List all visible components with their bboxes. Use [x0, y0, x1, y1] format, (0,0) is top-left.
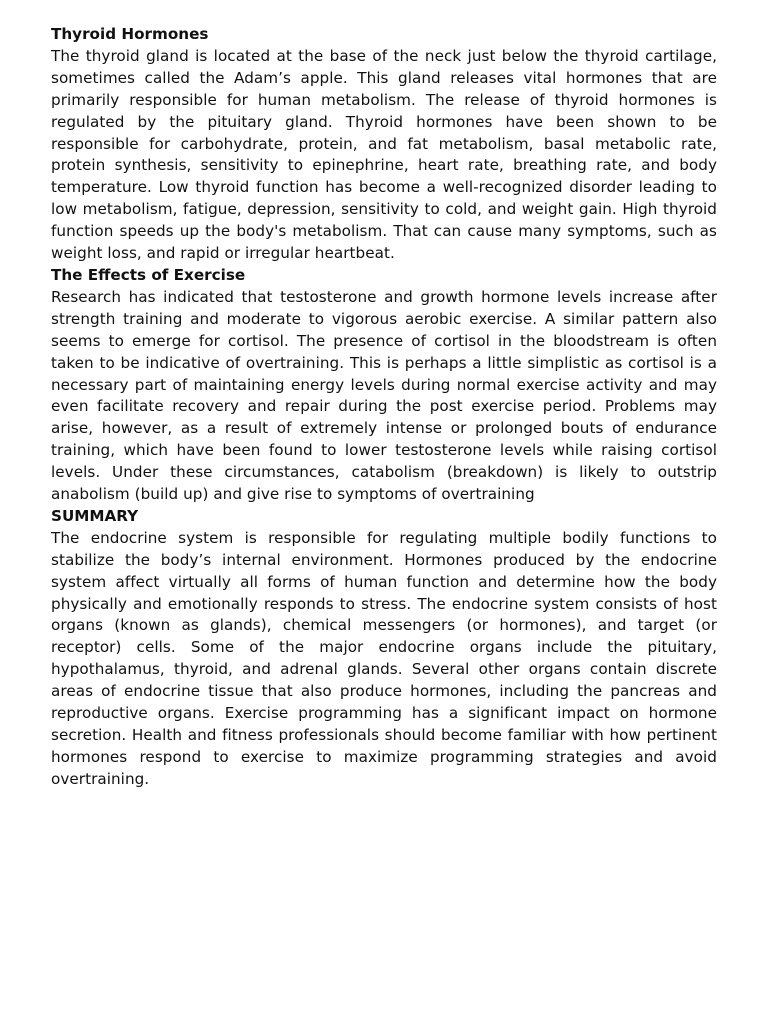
- document-page: [51, 24, 717, 791]
- section-paragraph: The endocrine system is responsible for regulating multiple bodily functions to stabilize the body’s internal environment. Hormones produced by the endocrine system affect virtually all forms of human function and determine how the body physically and emotionally responds to stress. The endocrine system consists of host organs (known as glands), chemical messengers (or hormones), and target (or receptor) cells. Some of the major endocrine organs include the pituitary, hypothalamus, thyroid, and adrenal glands. Several other organs contain discrete areas of endocrine tissue that also produce hormones, including the pancreas and reproductive organs. Exercise programming has a significant impact on hormone secretion. Health and fitness professionals should become familiar with how pertinent hormones respond to exercise to maximize programming strategies and avoid overtraining.: [51, 528, 717, 788]
- section-effects-of-exercise: [51, 265, 717, 506]
- section-summary: [51, 506, 717, 791]
- section-paragraph: Research has indicated that testosterone and growth hormone levels increase after strength training and moderate to vigorous aerobic exercise. A similar pattern also seems to emerge for cortisol. The presence of cortisol in the bloodstream is often taken to be indicative of overtraining. This is perhaps a little simplistic as cortisol is a necessary part of maintaining energy levels during normal exercise activity and may even facilitate recovery and repair during the post exercise period. Problems may arise, however, as a result of extremely intense or prolonged bouts of endurance training, which have been found to lower testosterone levels while raising cortisol levels. Under these circumstances, catabolism (breakdown) is likely to outstrip anabolism (build up) and give rise to symptoms of overtraining: [51, 287, 717, 504]
- section-thyroid-hormones: [51, 24, 717, 265]
- section-heading: SUMMARY: [51, 506, 139, 525]
- section-paragraph: The thyroid gland is located at the base of the neck just below the thyroid cartilage, sometimes called the Adam’s apple. This gland releases vital hormones that are primarily responsible for human metabolism. The release of thyroid hormones is regulated by the pituitary gland. Thyroid hormones have been shown to be responsible for carbohydrate, protein, and fat metabolism, basal metabolic rate, protein synthesis, sensitivity to epinephrine, heart rate, breathing rate, and body temperature. Low thyroid function has become a well-recognized disorder leading to low metabolism, fatigue, depression, sensitivity to cold, and weight gain. High thyroid function speeds up the body's metabolism. That can cause many symptoms, such as weight loss, and rapid or irregular heartbeat.: [51, 46, 717, 263]
- section-heading: The Effects of Exercise: [51, 265, 246, 284]
- section-heading: Thyroid Hormones: [51, 25, 209, 43]
